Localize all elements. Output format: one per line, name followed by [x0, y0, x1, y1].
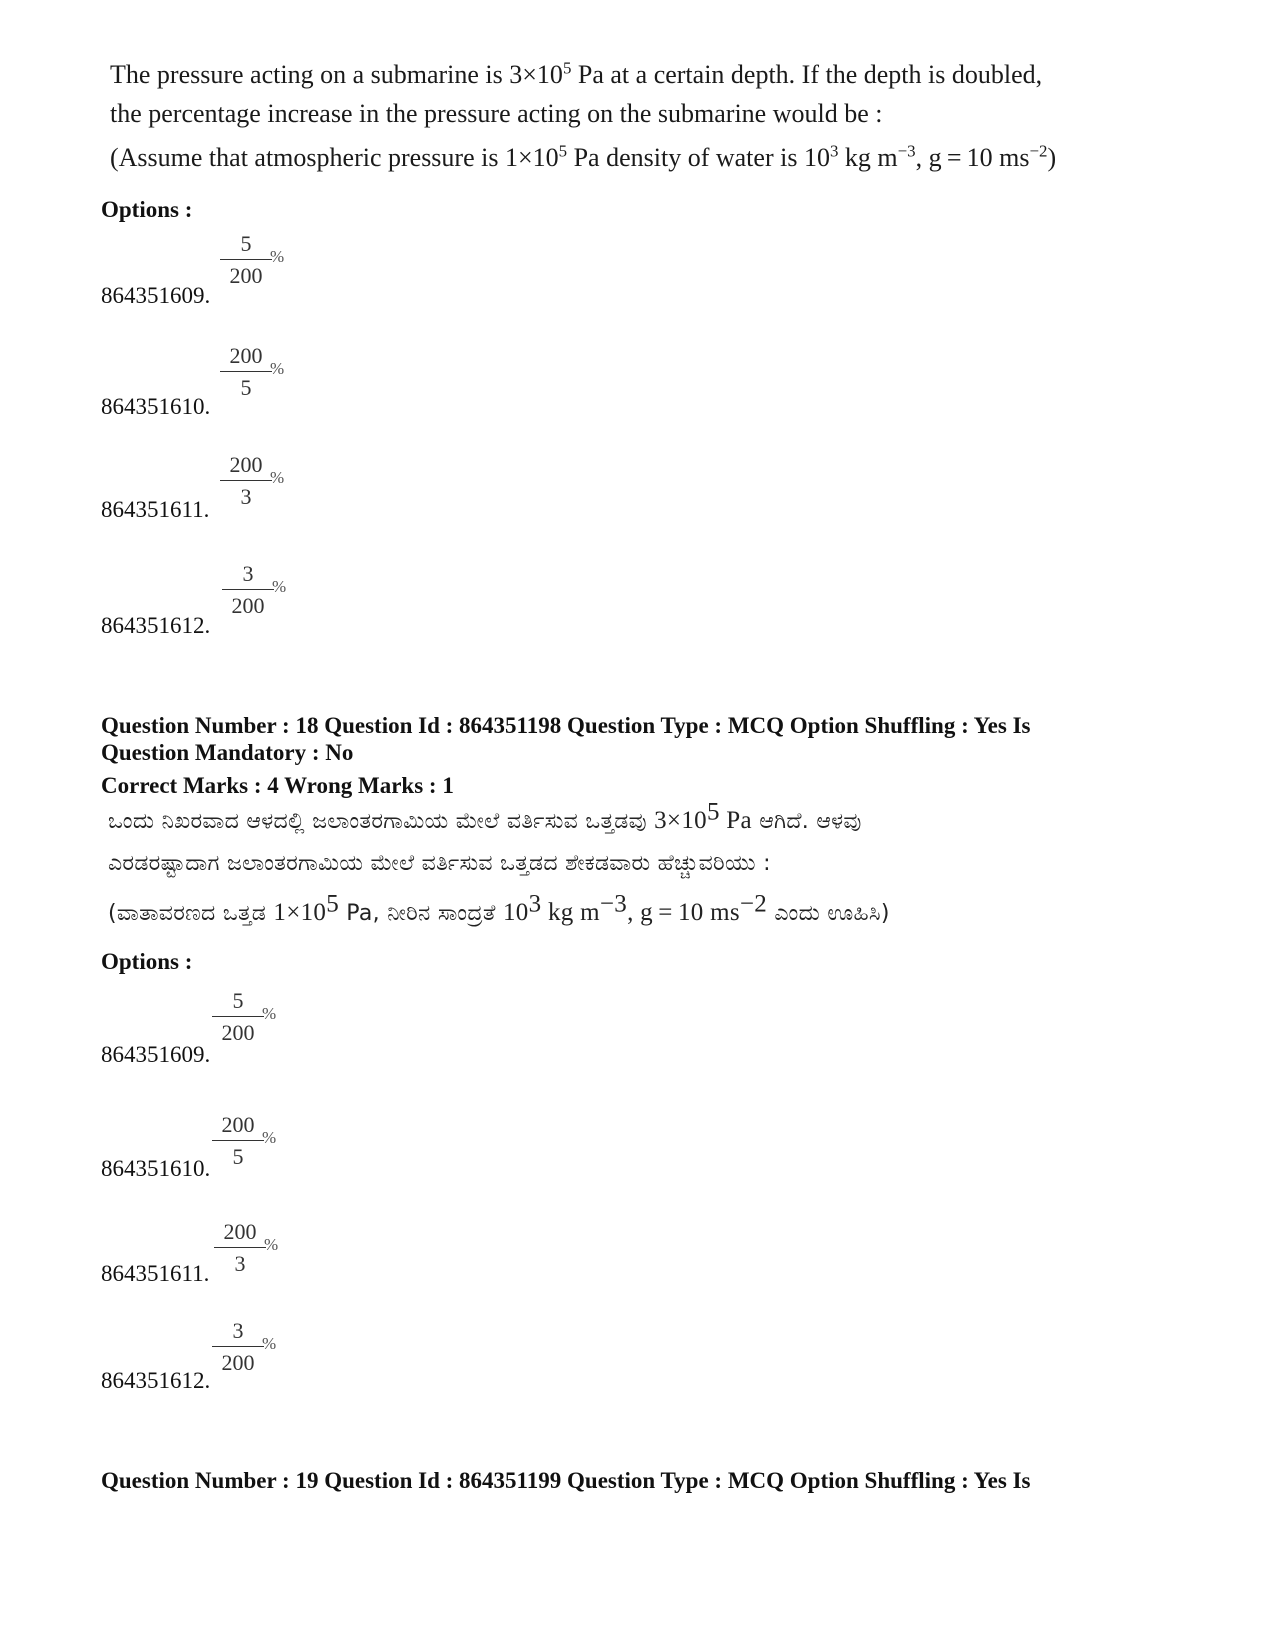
option-fraction: 3 200 %	[212, 1320, 264, 1374]
question-text-line-1: The pressure acting on a submarine is $3\times 10^5$ Pa at a certain depth. If the depth is doubled,	[110, 58, 1043, 89]
option-fraction: 5 200 %	[220, 233, 272, 287]
question-text-kannada-line-1: ಒಂದು ನಿಖರವಾದ ಆಳದಲ್ಲಿ ಜಲಾಂತರಗಾಮಿಯ ಮೇಲೆ ವರ್ತಿಸುವ ಒತ್ತಡವು $3\times 10^5$ Pa ಆಗಿದೆ. ಆಳವು	[108, 798, 862, 834]
option-id: 864351612.	[101, 613, 211, 638]
option-fraction: 200 3 %	[220, 454, 272, 508]
question-text-kannada-line-2: ಎರಡರಷ್ಟಾದಾಗ ಜಲಾಂತರಗಾಮಿಯ ಮೇಲೆ ವರ್ತಿಸುವ ಒತ್ತಡದ ಶೇಕಡವಾರು ಹೆಚ್ಚುವರಿಯು :	[108, 851, 771, 876]
option-fraction: 3 200 %	[222, 563, 274, 617]
question-mandatory: Question Mandatory : No	[101, 740, 354, 765]
question-header: Question Number : 19 Question Id : 864351199 Question Type : MCQ Option Shuffling : Yes Is	[101, 1468, 1031, 1493]
option-id: 864351612.	[101, 1368, 211, 1393]
question-text-kannada-line-3: (ವಾತಾವರಣದ ಒತ್ತಡ $1\times 10^5$ Pa, ನೀರಿನ ಸಾಂದ್ರತೆ $10^3$ kg $m^{-3}$, g = 10 $ms^{-2}$ ಎಂದು ಊಹಿಸಿ)	[108, 890, 890, 926]
question-header: Question Number : 18 Question Id : 864351198 Question Type : MCQ Option Shuffling : Yes Is	[101, 713, 1031, 738]
option-fraction: 200 3 %	[214, 1221, 266, 1275]
option-id: 864351610.	[101, 394, 211, 419]
option-id: 864351610.	[101, 1156, 211, 1181]
option-fraction: 200 5 %	[220, 345, 272, 399]
options-label: Options :	[101, 197, 193, 222]
option-id: 864351611.	[101, 1261, 210, 1286]
question-marks: Correct Marks : 4 Wrong Marks : 1	[101, 773, 454, 798]
option-fraction: 200 5 %	[212, 1114, 264, 1168]
question-text-line-3: (Assume that atmospheric pressure is $1\times 10^5$ Pa density of water is $10^3$ kg $m^{-3}$, g = 10 $ms^{-2}$)	[110, 141, 1057, 172]
option-id: 864351609.	[101, 283, 211, 308]
option-id: 864351609.	[101, 1042, 211, 1067]
option-id: 864351611.	[101, 497, 210, 522]
option-fraction: 5 200 %	[212, 990, 264, 1044]
options-label: Options :	[101, 949, 193, 974]
question-text-line-2: the percentage increase in the pressure acting on the submarine would be :	[110, 99, 883, 128]
